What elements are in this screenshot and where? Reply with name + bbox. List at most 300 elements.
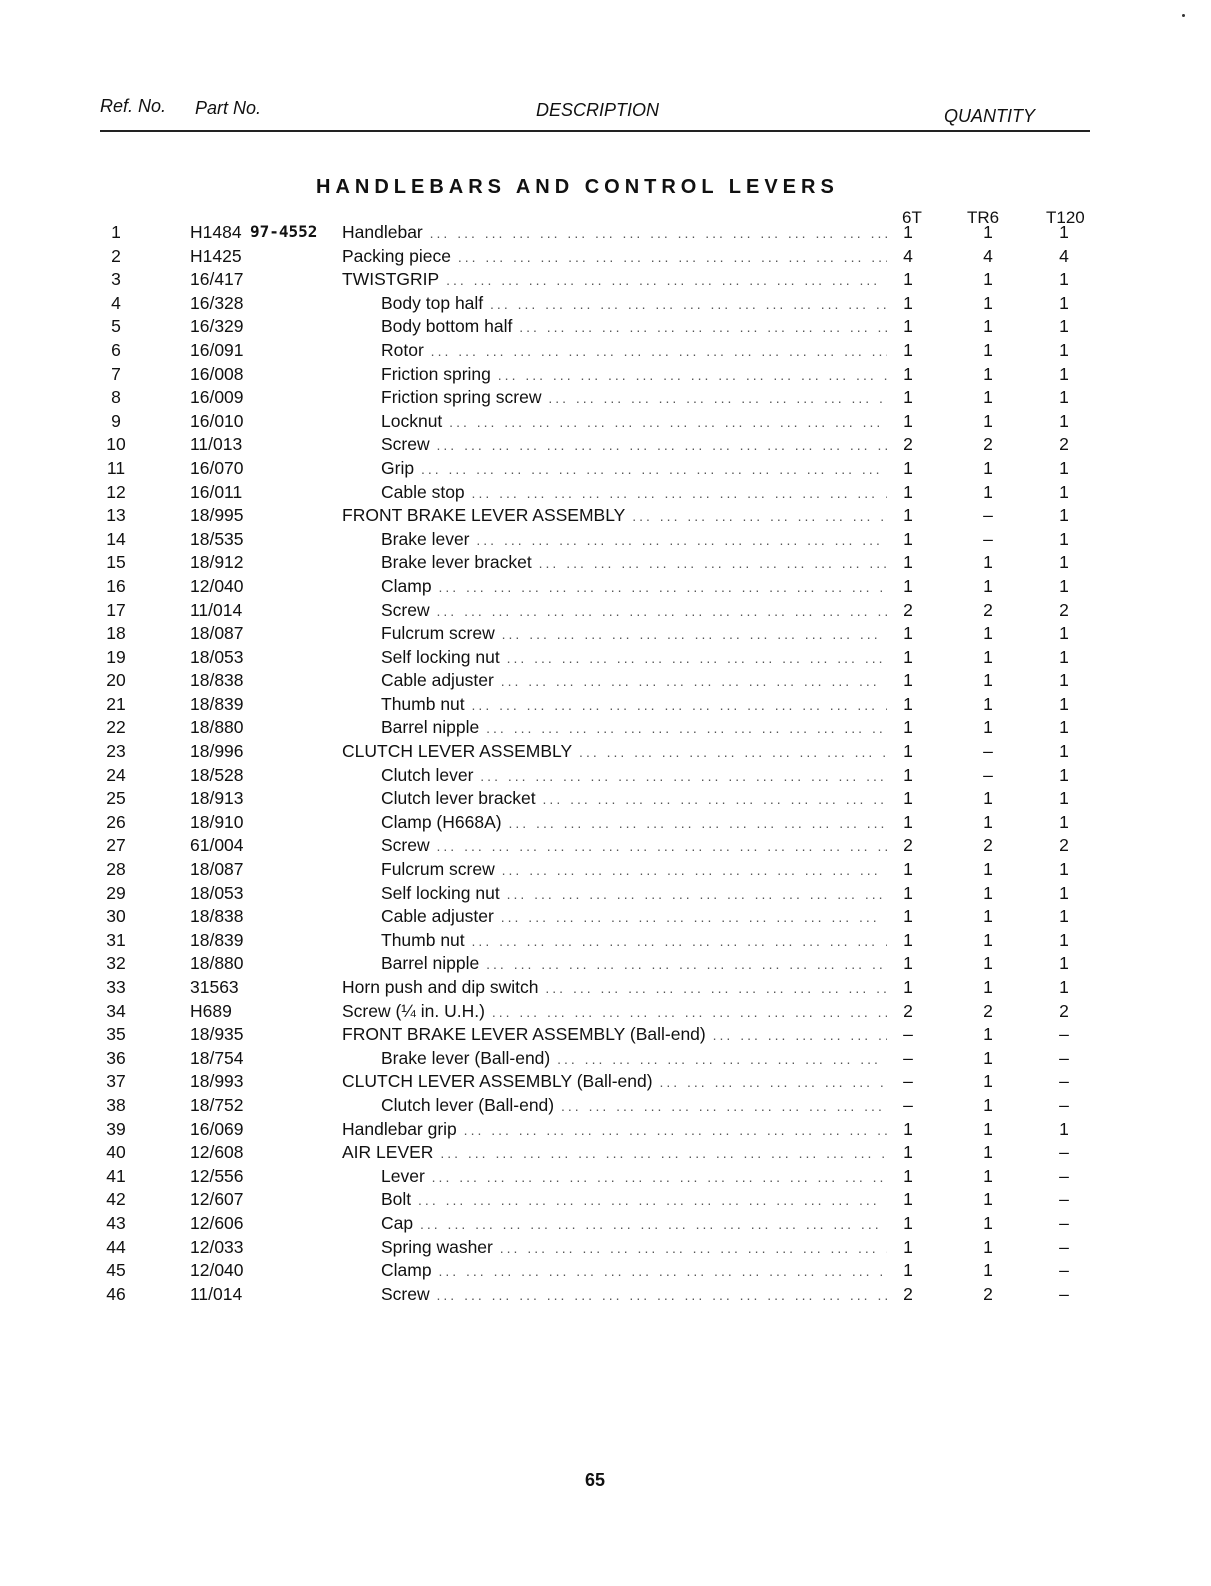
- qty-tr6: 1: [983, 1118, 993, 1139]
- qty-t120: 2: [1059, 599, 1069, 620]
- table-row: [0, 906, 1211, 930]
- page-number: 65: [585, 1470, 606, 1490]
- ref-number: 10: [106, 434, 126, 455]
- qty-6t: 2: [903, 1283, 913, 1304]
- qty-tr6: 1: [983, 1236, 993, 1257]
- part-description: AIR LEVER ... .: [342, 1142, 887, 1163]
- qty-6t: 1: [903, 1165, 913, 1186]
- part-number: H1425: [190, 245, 242, 266]
- ref-number: 37: [106, 1071, 126, 1092]
- qty-6t: 1: [903, 1236, 913, 1257]
- qty-t120: –: [1059, 1165, 1069, 1186]
- qty-t120: 1: [1059, 575, 1069, 596]
- qty-t120: 1: [1059, 623, 1069, 644]
- ref-number: 33: [106, 977, 126, 997]
- ref-number: 45: [106, 1260, 126, 1281]
- part-number: 18/535: [190, 528, 244, 549]
- part-description: Clutch lever (Ball-end) ... .: [381, 1095, 887, 1116]
- qty-tr6: 1: [983, 1165, 993, 1186]
- ref-number: 5: [111, 316, 121, 337]
- table-row: [0, 1237, 1211, 1261]
- part-description: CLUTCH LEVER ASSEMBLY (Ball-end) ... .: [342, 1071, 887, 1092]
- table-row: [0, 765, 1211, 789]
- qty-tr6: 1: [983, 811, 993, 832]
- part-description: Body bottom half ... .: [381, 316, 887, 337]
- ref-number: 30: [106, 906, 126, 927]
- part-number: 12/556: [190, 1165, 244, 1186]
- qty-t120: 1: [1059, 717, 1069, 738]
- part-description: Cable stop ... .: [381, 482, 887, 503]
- qty-t120: 1: [1059, 505, 1069, 526]
- qty-tr6: 1: [983, 717, 993, 738]
- ref-number: 32: [106, 953, 126, 974]
- table-row: [0, 600, 1211, 624]
- part-description: Lever ... .: [381, 1166, 887, 1187]
- qty-6t: 1: [903, 1260, 913, 1281]
- qty-tr6: 1: [983, 292, 993, 313]
- part-number: 16/008: [190, 363, 244, 384]
- part-number: 11/014: [190, 1283, 243, 1304]
- table-row: [0, 1260, 1211, 1284]
- part-number: 16/091: [190, 339, 244, 360]
- table-row: [0, 741, 1211, 765]
- qty-t120: –: [1059, 1260, 1069, 1281]
- model-column-t120: T120: [1046, 208, 1085, 227]
- part-number: 18/910: [190, 811, 244, 832]
- part-description: Screw ... .: [381, 1284, 887, 1305]
- qty-t120: 2: [1059, 835, 1069, 856]
- part-description: Brake lever bracket ... .: [381, 552, 887, 573]
- part-number: 16/070: [190, 457, 244, 478]
- qty-tr6: 2: [983, 599, 993, 620]
- table-row: [0, 269, 1211, 293]
- part-number: 61/004: [190, 835, 244, 856]
- table-row: [0, 1166, 1211, 1190]
- qty-t120: 1: [1059, 528, 1069, 549]
- qty-t120: 1: [1059, 646, 1069, 667]
- part-description: Clutch lever ... .: [381, 765, 887, 786]
- qty-6t: –: [903, 1094, 913, 1115]
- part-description: Bolt ... .: [381, 1189, 887, 1210]
- part-description: TWISTGRIP ... .: [342, 269, 887, 290]
- qty-tr6: –: [983, 528, 993, 549]
- part-number: 18/053: [190, 882, 244, 903]
- part-description: Handlebar ... .: [342, 222, 887, 243]
- qty-tr6: 1: [983, 575, 993, 596]
- qty-t120: 1: [1059, 693, 1069, 714]
- table-row: [0, 835, 1211, 859]
- header-ref-no: Ref. No.: [100, 96, 167, 116]
- qty-tr6: 1: [983, 1094, 993, 1115]
- header-description: DESCRIPTION: [536, 100, 660, 120]
- ref-number: 36: [106, 1047, 126, 1068]
- qty-t120: –: [1059, 1142, 1069, 1163]
- table-row: [0, 1142, 1211, 1166]
- qty-t120: 2: [1059, 1000, 1069, 1021]
- scan-speck: [1182, 14, 1185, 17]
- part-number: 18/087: [190, 859, 244, 880]
- handwritten-part-annotation: 97-4552: [250, 222, 318, 241]
- qty-t120: 1: [1059, 222, 1069, 242]
- qty-t120: –: [1059, 1212, 1069, 1233]
- qty-t120: 1: [1059, 906, 1069, 927]
- qty-t120: –: [1059, 1189, 1069, 1210]
- qty-tr6: 1: [983, 1024, 993, 1045]
- qty-t120: 1: [1059, 788, 1069, 809]
- qty-t120: 1: [1059, 481, 1069, 502]
- qty-tr6: 1: [983, 552, 993, 573]
- table-row: [0, 953, 1211, 977]
- part-description: Fulcrum screw ... .: [381, 623, 887, 644]
- qty-6t: 1: [903, 481, 913, 502]
- part-number: 12/033: [190, 1236, 244, 1257]
- qty-tr6: 1: [983, 387, 993, 408]
- part-description: Self locking nut ... .: [381, 883, 887, 904]
- qty-6t: 1: [903, 363, 913, 384]
- part-description: FRONT BRAKE LEVER ASSEMBLY ... .: [342, 505, 887, 526]
- part-description: Clamp ... .: [381, 1260, 887, 1281]
- ref-number: 21: [106, 693, 126, 714]
- table-row: [0, 788, 1211, 812]
- qty-t120: 1: [1059, 363, 1069, 384]
- ref-number: 22: [106, 717, 126, 738]
- qty-6t: 1: [903, 269, 913, 290]
- qty-t120: 1: [1059, 953, 1069, 974]
- part-number: 16/009: [190, 387, 244, 408]
- part-description: Brake lever (Ball-end) ... .: [381, 1048, 887, 1069]
- table-row: [0, 529, 1211, 553]
- qty-t120: 1: [1059, 339, 1069, 360]
- part-description: Screw ... .: [381, 600, 887, 621]
- ref-number: 9: [111, 410, 121, 431]
- part-number: 11/013: [190, 434, 243, 455]
- qty-t120: 1: [1059, 929, 1069, 950]
- qty-tr6: 2: [983, 1000, 993, 1021]
- qty-t120: 1: [1059, 387, 1069, 408]
- part-number: 16/011: [190, 481, 243, 502]
- part-description: Friction spring ... .: [381, 364, 887, 385]
- part-number: 18/880: [190, 953, 244, 974]
- qty-6t: 1: [903, 292, 913, 313]
- table-row: [0, 505, 1211, 529]
- part-number: 12/040: [190, 575, 244, 596]
- ref-number: 29: [106, 882, 126, 903]
- qty-tr6: 1: [983, 1071, 993, 1092]
- part-description: Cable adjuster ... .: [381, 670, 887, 691]
- qty-6t: 1: [903, 977, 913, 997]
- qty-6t: 1: [903, 505, 913, 526]
- qty-t120: 1: [1059, 741, 1069, 762]
- qty-6t: 1: [903, 1212, 913, 1233]
- qty-tr6: 2: [983, 835, 993, 856]
- table-row: [0, 1095, 1211, 1119]
- table-row: [0, 930, 1211, 954]
- table-row: [0, 364, 1211, 388]
- table-row: [0, 717, 1211, 741]
- qty-6t: 1: [903, 646, 913, 667]
- qty-t120: 1: [1059, 292, 1069, 313]
- qty-6t: 1: [903, 882, 913, 903]
- part-number: 18/993: [190, 1071, 244, 1092]
- part-number: 18/839: [190, 693, 244, 714]
- header-quantity: QUANTITY: [944, 106, 1036, 126]
- part-number: 18/053: [190, 646, 244, 667]
- part-number: 16/069: [190, 1118, 244, 1139]
- part-number: 18/838: [190, 906, 244, 927]
- table-row: [0, 340, 1211, 364]
- part-number: 18/996: [190, 741, 244, 762]
- table-row: [0, 977, 1211, 1001]
- table-row: [0, 316, 1211, 340]
- qty-t120: –: [1059, 1094, 1069, 1115]
- ref-number: 31: [106, 929, 126, 950]
- parts-list: [0, 222, 1211, 1307]
- qty-6t: 1: [903, 953, 913, 974]
- ref-number: 42: [106, 1189, 126, 1210]
- qty-tr6: 1: [983, 623, 993, 644]
- part-description: Spring washer ... .: [381, 1237, 887, 1258]
- part-number: 18/752: [190, 1094, 244, 1115]
- part-description: Fulcrum screw ... .: [381, 859, 887, 880]
- table-row: [0, 434, 1211, 458]
- qty-tr6: 1: [983, 410, 993, 431]
- part-number: 18/528: [190, 764, 244, 785]
- part-description: Barrel nipple ... .: [381, 717, 887, 738]
- ref-number: 19: [106, 646, 126, 667]
- ref-number: 26: [106, 811, 126, 832]
- ref-number: 46: [106, 1283, 126, 1304]
- qty-t120: 1: [1059, 882, 1069, 903]
- ref-number: 25: [106, 788, 126, 809]
- ref-number: 14: [106, 528, 126, 549]
- table-row: [0, 859, 1211, 883]
- table-row: [0, 458, 1211, 482]
- qty-6t: 1: [903, 764, 913, 785]
- part-description: Self locking nut ... .: [381, 647, 887, 668]
- part-number: 12/040: [190, 1260, 244, 1281]
- qty-t120: 2: [1059, 434, 1069, 455]
- part-description: Screw ... .: [381, 434, 887, 455]
- section-title: HANDLEBARS AND CONTROL LEVERS: [316, 176, 839, 198]
- qty-tr6: 2: [983, 1283, 993, 1304]
- ref-number: 18: [106, 623, 126, 644]
- ref-number: 40: [106, 1142, 126, 1163]
- qty-tr6: 1: [983, 646, 993, 667]
- part-description: Screw ... .: [381, 835, 887, 856]
- table-row: [0, 883, 1211, 907]
- ref-number: 43: [106, 1212, 126, 1233]
- qty-tr6: 4: [983, 245, 993, 266]
- qty-6t: 1: [903, 1118, 913, 1139]
- qty-tr6: 1: [983, 1047, 993, 1068]
- ref-number: 16: [106, 575, 126, 596]
- qty-tr6: 1: [983, 339, 993, 360]
- qty-tr6: 2: [983, 434, 993, 455]
- model-column-6t: 6T: [902, 208, 922, 227]
- part-number: 11/014: [190, 599, 243, 620]
- ref-number: 11: [106, 457, 126, 478]
- part-description: Locknut ... .: [381, 411, 887, 432]
- part-number: H1484: [190, 222, 242, 242]
- part-number: 16/328: [190, 292, 244, 313]
- qty-tr6: 1: [983, 882, 993, 903]
- table-row: [0, 694, 1211, 718]
- ref-number: 34: [106, 1000, 126, 1021]
- part-description: Clamp (H668A) ... .: [381, 812, 887, 833]
- part-description: Cap ... .: [381, 1213, 887, 1234]
- table-row: [0, 222, 1211, 246]
- qty-6t: 1: [903, 316, 913, 337]
- table-row: [0, 1189, 1211, 1213]
- part-number: 16/010: [190, 410, 244, 431]
- qty-6t: 2: [903, 599, 913, 620]
- part-description: Clamp ... .: [381, 576, 887, 597]
- part-description: FRONT BRAKE LEVER ASSEMBLY (Ball-end) ... .: [342, 1024, 887, 1045]
- qty-6t: 1: [903, 410, 913, 431]
- qty-t120: 1: [1059, 977, 1069, 997]
- qty-6t: 2: [903, 1000, 913, 1021]
- part-description: Barrel nipple ... .: [381, 953, 887, 974]
- table-row: [0, 552, 1211, 576]
- part-description: Body top half ... .: [381, 293, 887, 314]
- part-number: 18/935: [190, 1024, 244, 1045]
- part-number: 31563: [190, 977, 239, 997]
- ref-number: 27: [106, 835, 126, 856]
- qty-tr6: 1: [983, 222, 993, 242]
- qty-t120: 1: [1059, 410, 1069, 431]
- qty-t120: 1: [1059, 811, 1069, 832]
- table-row: [0, 812, 1211, 836]
- part-number: 18/913: [190, 788, 244, 809]
- qty-t120: –: [1059, 1071, 1069, 1092]
- table-row: [0, 246, 1211, 270]
- part-description: Packing piece ... .: [342, 246, 887, 267]
- qty-tr6: 1: [983, 977, 993, 997]
- qty-tr6: 1: [983, 481, 993, 502]
- qty-6t: 1: [903, 552, 913, 573]
- qty-6t: 1: [903, 859, 913, 880]
- qty-6t: –: [903, 1071, 913, 1092]
- qty-t120: 1: [1059, 670, 1069, 691]
- qty-6t: 1: [903, 222, 913, 242]
- ref-number: 7: [111, 363, 121, 384]
- ref-number: 4: [111, 292, 121, 313]
- part-number: 18/754: [190, 1047, 244, 1068]
- part-number: H689: [190, 1000, 232, 1021]
- table-row: [0, 647, 1211, 671]
- ref-number: 3: [111, 269, 121, 290]
- qty-tr6: 1: [983, 929, 993, 950]
- qty-tr6: 1: [983, 1212, 993, 1233]
- qty-t120: 1: [1059, 1118, 1069, 1139]
- part-description: CLUTCH LEVER ASSEMBLY ... .: [342, 741, 887, 762]
- table-row: [0, 387, 1211, 411]
- qty-6t: 1: [903, 623, 913, 644]
- table-row: [0, 411, 1211, 435]
- ref-number: 24: [106, 764, 126, 785]
- qty-t120: 1: [1059, 316, 1069, 337]
- qty-tr6: 1: [983, 906, 993, 927]
- part-number: 18/087: [190, 623, 244, 644]
- qty-t120: 1: [1059, 552, 1069, 573]
- ref-number: 39: [106, 1118, 126, 1139]
- part-description: Cable adjuster ... .: [381, 906, 887, 927]
- qty-tr6: 1: [983, 363, 993, 384]
- part-description: Rotor ... .: [381, 340, 887, 361]
- ref-number: 13: [106, 505, 126, 526]
- part-number: 12/606: [190, 1212, 244, 1233]
- qty-tr6: –: [983, 764, 993, 785]
- part-number: 18/880: [190, 717, 244, 738]
- qty-6t: 1: [903, 339, 913, 360]
- part-description: Thumb nut ... .: [381, 930, 887, 951]
- ref-number: 23: [106, 741, 126, 762]
- ref-number: 35: [106, 1024, 126, 1045]
- part-description: Thumb nut ... .: [381, 694, 887, 715]
- qty-6t: 2: [903, 434, 913, 455]
- qty-tr6: 1: [983, 1260, 993, 1281]
- qty-6t: 1: [903, 528, 913, 549]
- header-part-no: Part No.: [195, 98, 262, 118]
- qty-6t: 2: [903, 835, 913, 856]
- qty-tr6: 1: [983, 859, 993, 880]
- qty-t120: 4: [1059, 245, 1069, 266]
- qty-t120: 1: [1059, 457, 1069, 478]
- qty-6t: 1: [903, 929, 913, 950]
- qty-tr6: 1: [983, 953, 993, 974]
- qty-6t: –: [903, 1047, 913, 1068]
- table-row: [0, 670, 1211, 694]
- qty-6t: –: [903, 1024, 913, 1045]
- header-rule: [100, 130, 1090, 132]
- qty-6t: 1: [903, 693, 913, 714]
- qty-tr6: –: [983, 741, 993, 762]
- table-row: [0, 482, 1211, 506]
- part-description: Brake lever ... .: [381, 529, 887, 550]
- qty-6t: 1: [903, 575, 913, 596]
- part-number: 12/608: [190, 1142, 244, 1163]
- table-row: [0, 1213, 1211, 1237]
- qty-tr6: 1: [983, 1142, 993, 1163]
- model-column-tr6: TR6: [967, 208, 1000, 227]
- qty-tr6: 1: [983, 316, 993, 337]
- qty-6t: 1: [903, 906, 913, 927]
- ref-number: 8: [111, 387, 121, 408]
- qty-6t: 1: [903, 457, 913, 478]
- qty-tr6: 1: [983, 788, 993, 809]
- qty-t120: –: [1059, 1283, 1069, 1304]
- table-row: [0, 293, 1211, 317]
- qty-tr6: 1: [983, 269, 993, 290]
- ref-number: 1: [111, 222, 121, 242]
- part-number: 18/912: [190, 552, 244, 573]
- qty-6t: 1: [903, 741, 913, 762]
- table-row: [0, 1024, 1211, 1048]
- ref-number: 38: [106, 1094, 126, 1115]
- qty-tr6: –: [983, 505, 993, 526]
- table-row: [0, 1048, 1211, 1072]
- part-number: 16/417: [190, 269, 244, 290]
- part-description: Handlebar grip ... .: [342, 1119, 887, 1140]
- qty-6t: 1: [903, 387, 913, 408]
- table-row: [0, 1001, 1211, 1025]
- part-description: Screw (¼ in. U.H.) ... .: [342, 1001, 887, 1022]
- qty-tr6: 1: [983, 457, 993, 478]
- part-description: Horn push and dip switch ... .: [342, 977, 887, 998]
- qty-6t: 1: [903, 1142, 913, 1163]
- qty-t120: 1: [1059, 269, 1069, 290]
- ref-number: 6: [111, 339, 121, 360]
